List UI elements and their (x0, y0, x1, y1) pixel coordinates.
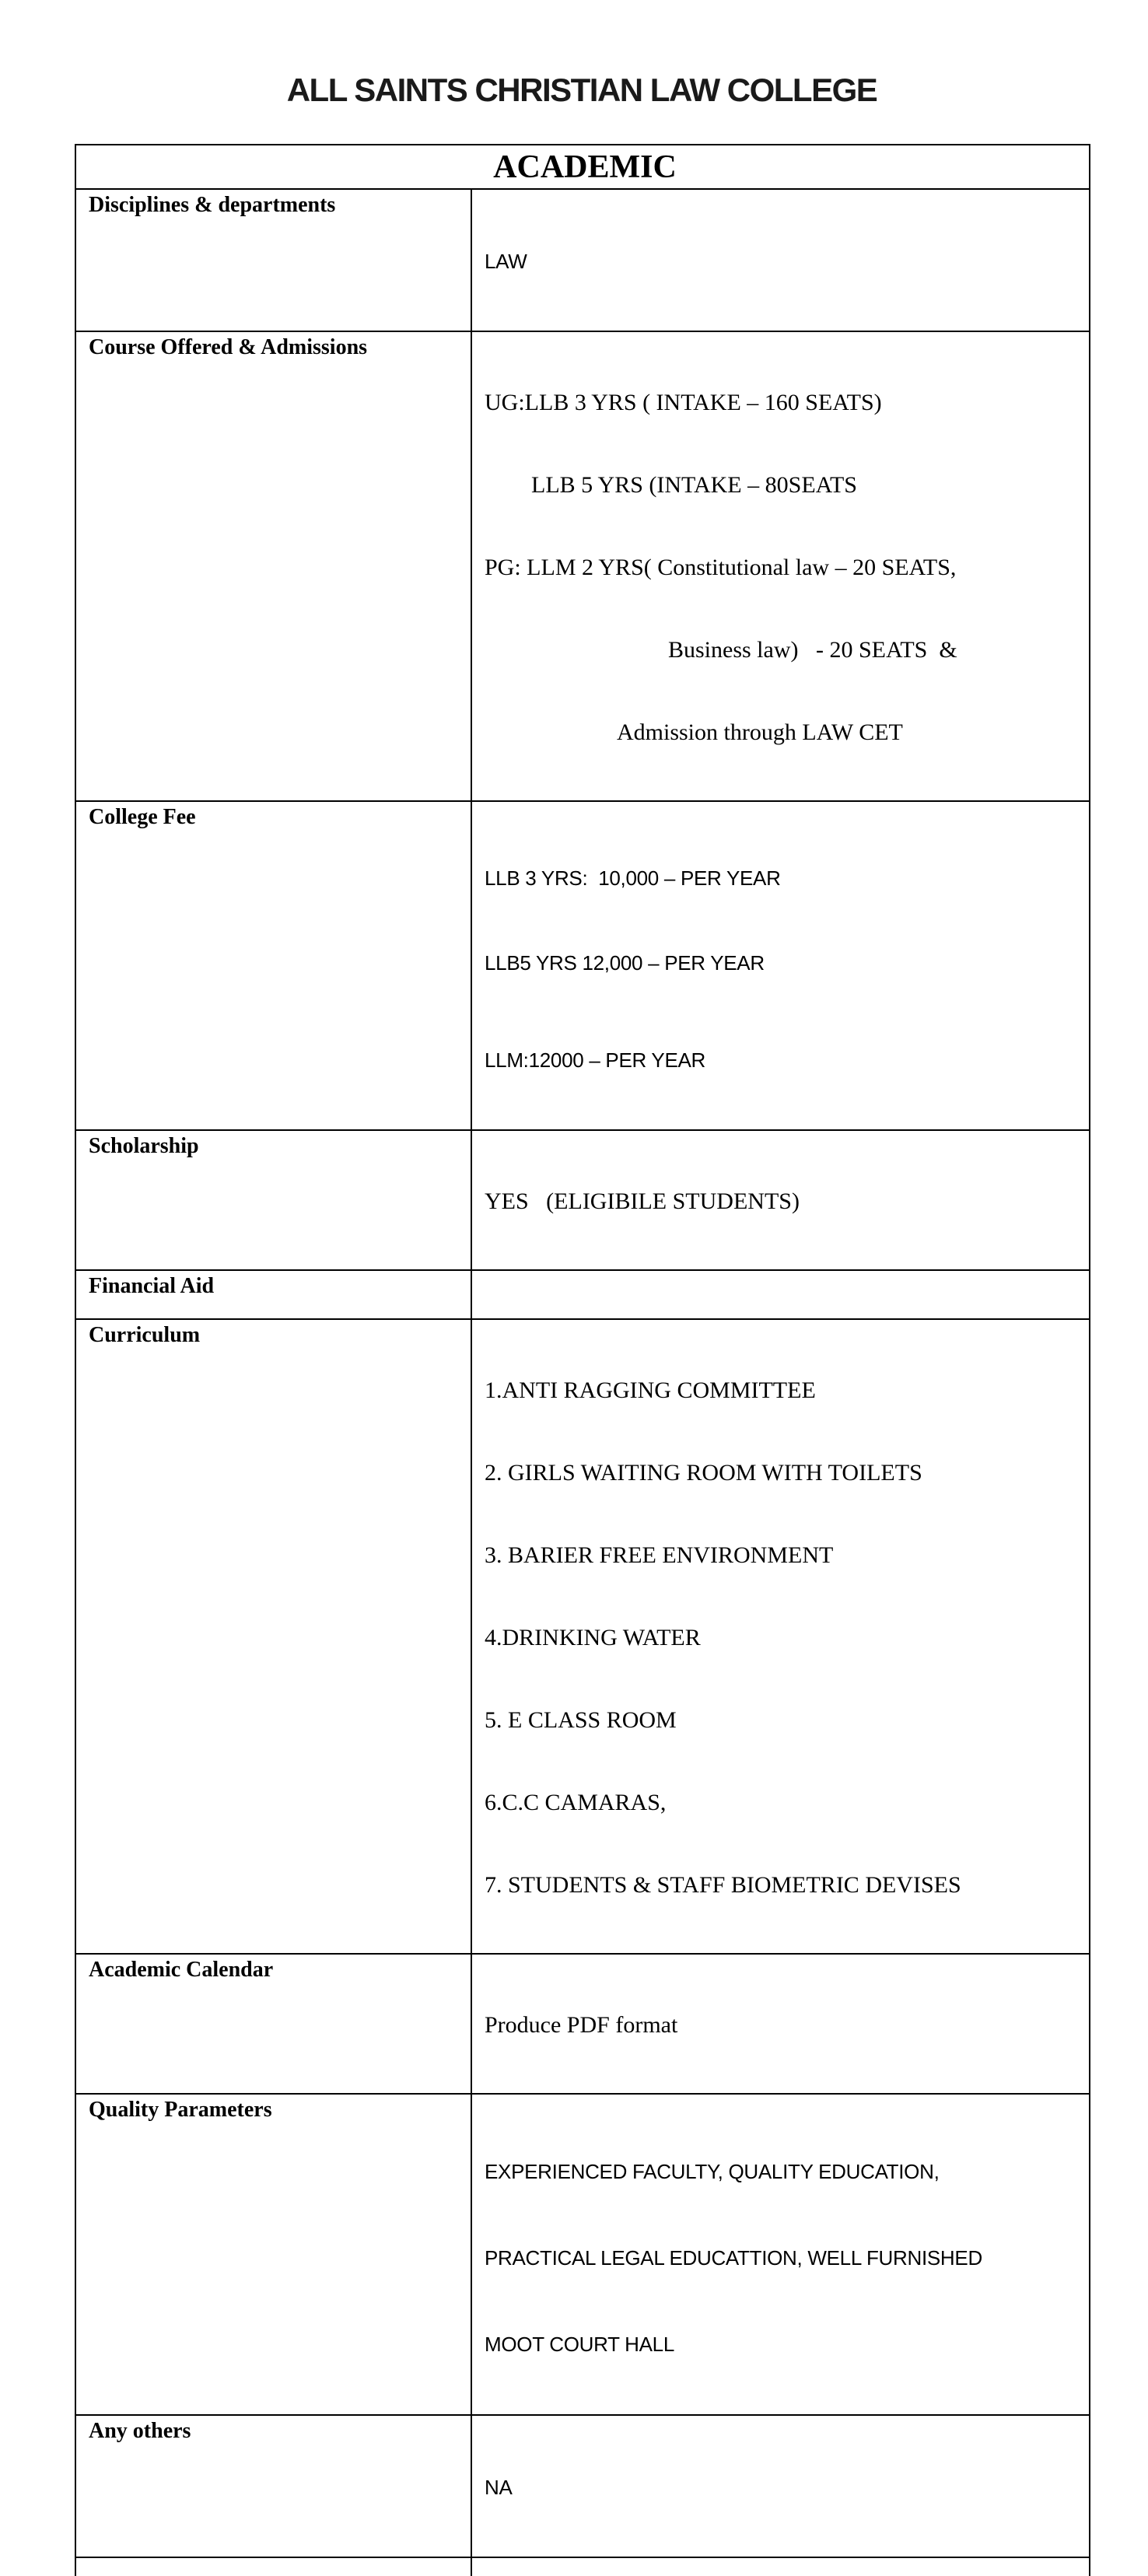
table-row (75, 2415, 1090, 2557)
table-header-row (75, 145, 1090, 189)
row-value-quality-parameters (471, 2094, 1090, 2415)
row-label-college-fee: College Fee (75, 801, 471, 1130)
value-line: UG:LLB 3 YRS ( INTAKE – 160 SEATS) (485, 390, 882, 415)
academic-table (75, 144, 1090, 2576)
value-line: Admission through LAW CET (617, 719, 903, 745)
value-line: EXPERIENCED FACULTY, QUALITY EDUCATION, (485, 2160, 940, 2183)
row-label-scholarship: Scholarship (75, 1130, 471, 1270)
value-line: 5. E CLASS ROOM (485, 1707, 677, 1733)
value-line: YES (ELIGIBILE STUDENTS) (485, 1188, 800, 1214)
row-label-courses: Course Offered & Admissions (75, 331, 471, 801)
table-row (75, 331, 1090, 801)
value-line: LLB 3 YRS: 10,000 – PER YEAR (485, 866, 781, 890)
row-label-any-others: Any others (75, 2415, 471, 2557)
value-line: 2. GIRLS WAITING ROOM WITH TOILETS (485, 1460, 922, 1486)
value-line: Produce PDF format (485, 2012, 678, 2038)
value-line: 4.DRINKING WATER (485, 1625, 701, 1650)
row-value-college-fee (471, 801, 1090, 1130)
row-value-any-others (471, 2415, 1090, 2557)
row-value-courses (471, 331, 1090, 801)
row-label-curriculum: Curriculum (75, 1319, 471, 1954)
partial-row-label-cell (75, 2557, 471, 2576)
table-row (75, 1954, 1090, 2094)
table-row (75, 1319, 1090, 1954)
table-row-partial (75, 2557, 1090, 2576)
table-title: ACADEMIC (75, 145, 1090, 189)
value-line: Business law) - 20 SEATS & (668, 637, 957, 663)
table-row (75, 2094, 1090, 2415)
value-line: LAW (485, 250, 527, 273)
value-line: PRACTICAL LEGAL EDUCATTION, WELL FURNISHED (485, 2246, 982, 2270)
page-title: ALL SAINTS CHRISTIAN LAW COLLEGE (286, 72, 877, 108)
row-label-disciplines: Disciplines & departments (75, 189, 471, 331)
row-label-academic-calendar: Academic Calendar (75, 1954, 471, 2094)
row-value-disciplines (471, 189, 1090, 331)
value-line: PG: LLM 2 YRS( Constitutional law – 20 SEATS, (485, 555, 957, 580)
row-value-curriculum (471, 1319, 1090, 1954)
table-row (75, 801, 1090, 1130)
table-row (75, 189, 1090, 331)
value-line: MOOT COURT HALL (485, 2333, 674, 2356)
row-value-scholarship (471, 1130, 1090, 1270)
value-line: 6.C.C CAMARAS, (485, 1790, 667, 1815)
value-line: NA (485, 2476, 513, 2499)
row-label-financial-aid: Financial Aid (75, 1270, 471, 1319)
row-value-academic-calendar (471, 1954, 1090, 2094)
value-line: 7. STUDENTS & STAFF BIOMETRIC DEVISES (485, 1872, 961, 1898)
value-line: LLM:12000 – PER YEAR (485, 1048, 706, 1072)
value-line: LLB5 YRS 12,000 – PER YEAR (485, 951, 765, 975)
row-value-financial-aid (471, 1270, 1090, 1319)
value-line: 1.ANTI RAGGING COMMITTEE (485, 1377, 816, 1403)
value-line: LLB 5 YRS (INTAKE – 80SEATS (531, 472, 857, 498)
table-row (75, 1270, 1090, 1319)
table-row (75, 1130, 1090, 1270)
partial-row-value-cell (471, 2557, 1090, 2576)
row-label-quality-parameters: Quality Parameters (75, 2094, 471, 2415)
value-line: 3. BARIER FREE ENVIRONMENT (485, 1542, 834, 1568)
